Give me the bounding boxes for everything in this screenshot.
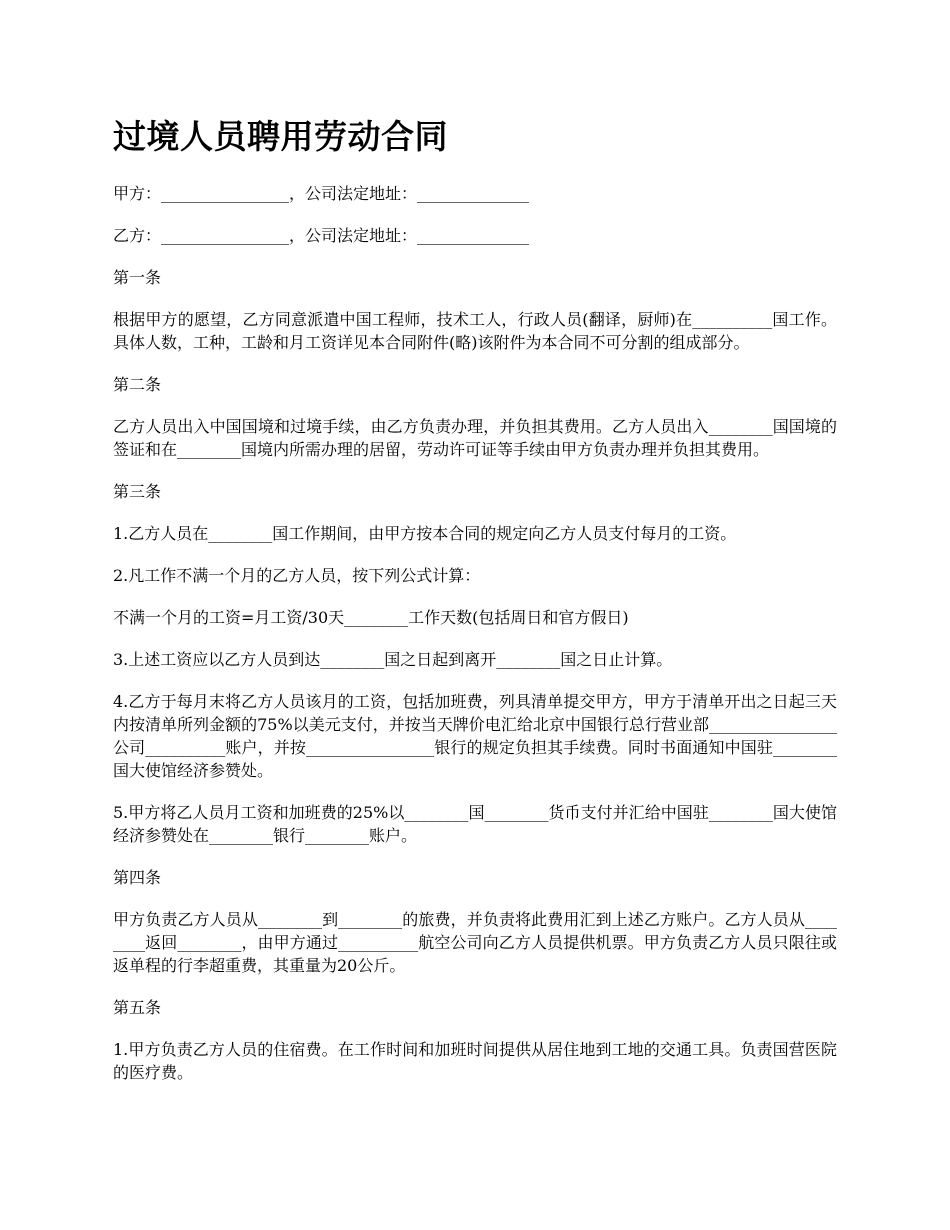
article-3-clause-3: 3.上述工资应以乙方人员到达________国之日起到离开________国之日止计算。: [113, 650, 673, 669]
article-5-clause-1: 1.甲方负责乙方人员的住宿费。在工作时间和加班时间提供从居住地到工地的交通工具。负责国营医院的医疗费。: [113, 1040, 837, 1082]
article-3-clause-4: 4.乙方于每月末将乙方人员该月的工资，包括加班费，列具清单提交甲方，甲方于清单开出之日起三天内按清单所列金额的75%以美元支付，并按当天牌价电汇给北京中国银行总行营业部________________公司__________账户，并按________________银行的规定负担其手续费。同时书面通知中国驻________国大使馆经济参赞处。: [113, 692, 837, 780]
article-4-body: 甲方负责乙方人员从________到________的旅费，并负责将此费用汇到上述乙方账户。乙方人员从________返回________，由甲方通过__________航空公司向乙方人员提供机票。甲方负责乙方人员只限往或返单程的行李超重费，其重量为20公斤。: [113, 910, 837, 975]
party-b-line: 乙方：________________，公司法定地址：______________: [113, 226, 530, 245]
article-2-heading: 第二条: [113, 375, 162, 394]
article-3-clause-1: 1.乙方人员在________国工作期间，由甲方按本合同的规定向乙方人员支付每月的工资。: [113, 524, 737, 543]
article-3-heading: 第三条: [113, 482, 162, 501]
article-4-heading: 第四条: [113, 868, 162, 887]
article-3-formula: 不满一个月的工资=月工资/30天________工作天数(包括周日和官方假日): [113, 608, 629, 627]
article-1-heading: 第一条: [113, 268, 162, 287]
article-2-body: 乙方人员出入中国国境和过境手续，由乙方负责办理，并负担其费用。乙方人员出入________国国境的签证和在________国境内所需办理的居留，劳动许可证等手续由甲方负责办理并负担其费用。: [113, 417, 837, 459]
article-1-body: 根据甲方的愿望，乙方同意派遣中国工程师，技术工人，行政人员(翻译，厨师)在__________国工作。具体人数，工种，工龄和月工资详见本合同附件(略)该附件为本合同不可分割的组成部分。: [113, 310, 837, 352]
article-3-clause-5: 5.甲方将乙人员月工资和加班费的25%以________国________货币支付并汇给中国驻________国大使馆经济参赞处在________银行________账户。: [113, 803, 837, 845]
party-a-line: 甲方：________________，公司法定地址：______________: [113, 184, 530, 203]
article-5-heading: 第五条: [113, 998, 162, 1017]
document-title: 过境人员聘用劳动合同: [113, 117, 448, 156]
document-page: [113, 112, 837, 1103]
article-3-clause-2: 2.凡工作不满一个月的乙方人员，按下列公式计算：: [113, 566, 481, 585]
